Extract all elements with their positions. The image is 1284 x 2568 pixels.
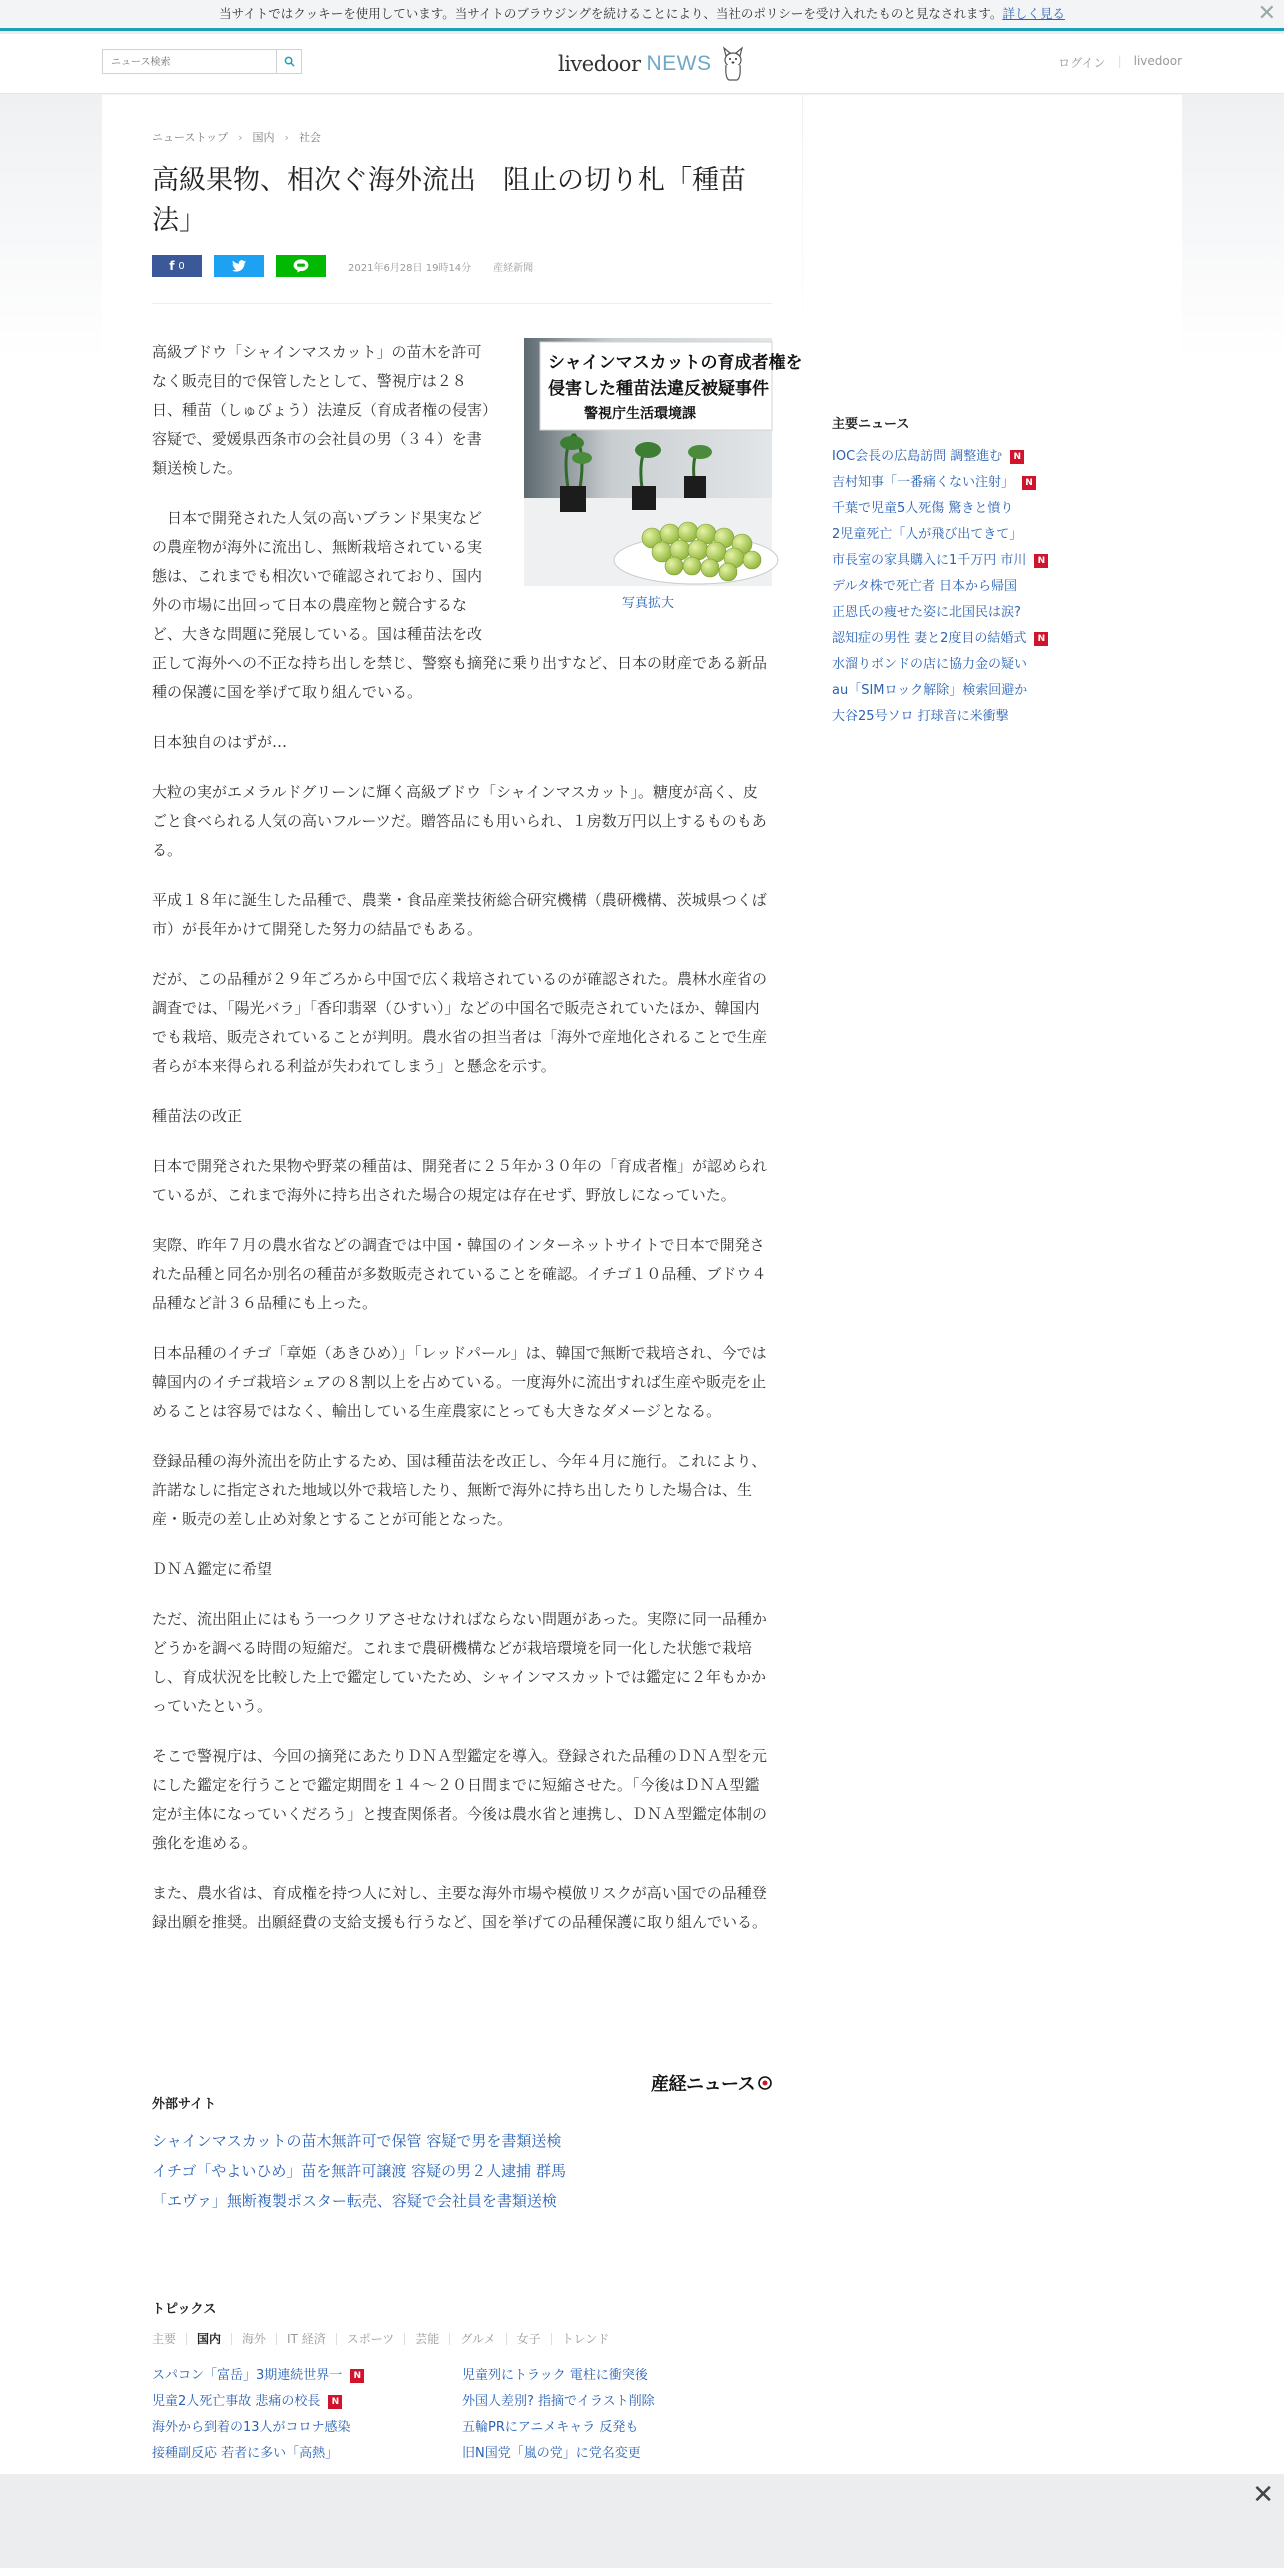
news-label: デルタ株で死亡者 日本から帰国 [832,579,1017,594]
topic-item[interactable] [152,2389,462,2415]
search-button[interactable] [276,50,301,73]
news-label: 2児童死亡「人が飛び出てきて」 [832,527,1023,542]
external-link[interactable]: シャインマスカットの苗木無許可で保管 容疑で男を書類送検 [152,2132,562,2150]
article-paragraph: 平成１８年に誕生した品種で、農業・食品産業技術総合研究機構（農研機構、茨城県つくば市）が長年かけて開発した努力の結晶でもある。 [152,891,767,938]
line-app-icon [293,259,309,273]
breadcrumb-news-top[interactable]: ニューストップ [152,131,229,144]
line-share-button[interactable] [276,255,326,277]
news-label: 水溜りボンドの店に協力金の疑い [832,657,1028,672]
external-sites [152,2093,772,2216]
new-badge: N [1010,450,1024,464]
topic-item[interactable] [462,2389,772,2415]
livedoor-link[interactable]: livedoor [1133,54,1182,68]
article-paragraph: 日本で開発された果物や野菜の種苗は、開発者に２５年か３０年の「育成者権」が認められているが、これまで海外に持ち出された場合の規定は存在せず、野放しになっていた。 [152,1157,768,1204]
breadcrumb-domestic[interactable]: 国内 [252,131,275,144]
article-paragraph: 大粒の実がエメラルドグリーンに輝く高級ブドウ「シャインマスカット」。糖度が高く、皮ごと食べられる人気の高いフルーツだ。贈答品にも用いられ、１房数万円以上するものもある。 [152,783,767,859]
news-label: 正恩氏の痩せた姿に北国民は涙? [832,605,1021,620]
article-body [152,338,803,1958]
article-paragraph: だが、この品種が２９年ごろから中国で広く栽培されているのが確認された。農林水産省の調査では、「陽光バラ」「香印翡翠（ひすい）」などの中国名で販売されていたほか、韓国内でも栽培、販売されていることが判明。農水省の担当者は「海外で産地化されることで生産者らが本来得られる利益が失われてしまう」と懸念を示す。 [152,970,768,1075]
topic-label: 旧N国党「嵐の党」に党名変更 [462,2446,641,2461]
article-source[interactable]: 産経新聞 [493,262,534,274]
logo-brand: livedoor [558,52,641,76]
major-news-item[interactable] [832,444,1162,470]
tab-overseas[interactable]: 海外 [231,2333,276,2345]
dog-mascot-icon [720,46,746,82]
news-label: IOC会長の広島訪問 調整進む [832,449,1003,464]
news-label: 千葉で児童5人死傷 驚きと憤り [832,501,1014,516]
major-news-item[interactable] [832,522,1162,548]
article-paragraph: 登録品種の海外流出を防止するため、国は種苗法を改正し、今年４月に施行。これにより、許諾なしに指定された地域以外で栽培したり、無断で海外に持ち出したりした場合は、生産・販売の差し止め対象とすることが可能となった。 [152,1452,767,1528]
photo-sign-line-1: シャインマスカットの育成者権を [548,353,803,373]
topics-section [152,2298,772,2467]
tab-women[interactable]: 女子 [506,2333,551,2345]
search-input[interactable] [103,51,273,74]
article-paragraph: また、農水省は、育成権を持つ人に対し、主要な海外市場や模倣リスクが高い国での品種登録出願を推奨。出願経費の支給支援も行うなど、国を挙げての品種保護に取り組んでいる。 [152,1884,768,1931]
facebook-share-count: 0 [178,260,185,272]
tab-it-economy[interactable]: IT 経済 [276,2333,336,2345]
article-paragraph: 日本で開発された人気の高いブランド果実などの農産物が海外に流出し、無断栽培されている実態は、これまでも相次いで確認されており、国内外の市場に出回って日本の農産物と競合するなど、大きな問題に発展している。国は種苗法を改正して海外への不正な持ち出しを禁じ、警察も摘発に乗り出すなど、日本の財産である新品種の保護に国を挙げて取り組んでいる。 [152,509,768,701]
major-news-item[interactable] [832,470,1162,496]
login-link[interactable]: ログイン [1058,56,1106,70]
search-box [102,49,302,74]
news-label: au「SIMロック解除」検索回避か [832,683,1028,698]
header-links [1058,54,1182,71]
external-sites-heading: 外部サイト [152,2097,217,2112]
site-logo[interactable] [558,46,746,82]
article-subheading: 日本独自のはずが… [152,733,288,751]
site-header [0,34,1284,94]
facebook-share-button[interactable] [152,255,202,277]
topic-tabs [152,2333,772,2345]
topic-label: 五輪PRにアニメキャラ 反発も [462,2420,639,2435]
chevron-right-icon: › [238,130,243,144]
article-paragraph: 実際、昨年７月の農水省などの調査では中国・韓国のインターネットサイトで日本で開発された品種と同名か別名の種苗が多数販売されていることを確認。イチゴ１０品種、ブドウ４品種など計３６品種にも上った。 [152,1236,767,1312]
chevron-right-icon: › [284,130,289,144]
topic-item[interactable] [152,2441,462,2467]
new-badge: N [1034,632,1048,646]
topic-label: 児童2人死亡事故 悲痛の校長 [152,2394,321,2409]
bottom-ad-bar [0,2474,1284,2568]
major-news-sidebar [832,413,1162,730]
topics-heading: トピックス [152,2302,217,2317]
tab-gourmet[interactable]: グルメ [449,2333,505,2345]
article-paragraph: 日本品種のイチゴ「章姫（あきひめ）」「レッドパール」は、韓国で無断で栽培され、今では韓国内のイチゴ栽培シェアの８割以上を占めている。一度海外に流出すれば生産や販売を止めることは容易ではなく、輸出している生産農家にとっても大きなダメージとなる。 [152,1344,767,1420]
new-badge: N [1022,476,1036,490]
major-news-item[interactable] [832,652,1162,678]
cookie-text: 当サイトではクッキーを使用しています。当サイトのブラウジングを続けることにより、当社のポリシーを受け入れたものと見なされます。 [219,6,1003,21]
major-news-item[interactable] [832,678,1162,704]
topic-item[interactable] [462,2441,772,2467]
major-news-item[interactable] [832,704,1162,730]
topic-label: 外国人差別? 指摘でイラスト削除 [462,2394,655,2409]
breadcrumb-society[interactable]: 社会 [298,131,321,144]
article-subheading: ＤＮＡ鑑定に希望 [152,1560,273,1578]
major-news-item[interactable] [832,548,1162,574]
photo-sign-line-3: 警視庁生活環境課 [584,406,696,422]
cookie-details-link[interactable]: 詳しく見る [1002,6,1065,21]
news-label: 吉村知事「一番痛くない注射」 [832,475,1015,490]
article-paragraph: そこで警視庁は、今回の摘発にあたりＤＮＡ型鑑定を導入。登録された品種のＤＮＡ型を元にした鑑定を行うことで鑑定期間を１４～２０日間までに短縮させた。「今後はＤＮＡ型鑑定が主体になっていくだろう」と捜査関係者。今後は農水省と連携し、ＤＮＡ型鑑定体制の強化を進める。 [152,1747,768,1852]
topic-item[interactable] [462,2415,772,2441]
logo-news: NEWS [646,52,712,75]
article-date: 2021年6月28日 19時14分 [348,262,472,274]
title-divider [152,303,772,304]
new-badge: N [328,2395,342,2409]
tab-domestic[interactable]: 国内 [186,2333,231,2345]
topic-list [152,2363,772,2467]
topic-label: 接種副反応 若者に多い「高熱」 [152,2446,339,2461]
tab-sports[interactable]: スポーツ [336,2333,405,2345]
new-badge: N [350,2369,364,2383]
twitter-share-button[interactable] [214,255,264,277]
topic-label: 児童列にトラック 電柱に衝突後 [462,2368,648,2383]
topic-item[interactable] [462,2363,772,2389]
topic-label: スパコン「富岳」3期連続世界一 [152,2368,343,2383]
twitter-bird-icon [232,260,246,272]
major-news-item[interactable] [832,600,1162,626]
article-photo[interactable] [524,338,803,614]
major-news-item[interactable] [832,496,1162,522]
sankei-mark-icon [758,2076,772,2090]
header-separator: | [1117,54,1122,68]
article-paragraph: 高級ブドウ「シャインマスカット」の苗木を許可なく販売目的で保管したとして、警視庁は２８日、種苗（しゅびょう）法違反（育成者権の侵害）容疑で、愛媛県西条市の会社員の男（３４）を書類送検した。 [152,343,490,477]
close-icon[interactable]: ✕ [1252,2480,1274,2510]
article-paragraph: ただ、流出阻止にはもう一つクリアさせなければならない問題があった。実際に同一品種かどうかを調べる時間の短縮だ。これまで農研機構などが栽培環境を同一化した状態で栽培し、育成状況を比較した上で鑑定していたため、シャインマスカットでは鑑定に２年もかかっていたという。 [152,1610,767,1715]
external-link[interactable]: 「エヴァ」無断複製ポスター転売、容疑で会社員を書類送検 [152,2192,557,2210]
search-icon [284,56,295,67]
new-badge: N [1034,554,1048,568]
share-row [152,255,533,277]
news-label: 認知症の男性 妻と2度目の結婚式 [832,631,1027,646]
facebook-icon: f [169,259,175,273]
tab-trend[interactable]: トレンド [551,2333,620,2345]
grape-photo-image [524,338,803,586]
topic-item[interactable] [152,2415,462,2441]
tab-entertainment[interactable]: 芸能 [404,2333,449,2345]
major-news-item[interactable] [832,626,1162,652]
photo-enlarge-link[interactable]: 写真拡大 [621,596,674,611]
topic-item[interactable] [152,2363,462,2389]
tab-main[interactable]: 主要 [152,2332,177,2346]
major-news-heading: 主要ニュース [832,417,910,432]
major-news-item[interactable] [832,574,1162,600]
external-link[interactable]: イチゴ「やよいひめ」苗を無許可譲渡 容疑の男２人逮捕 群馬 [152,2162,566,2180]
topic-label: 海外から到着の13人がコロナ感染 [152,2420,351,2435]
sankei-logo-text: 産経ニュース [651,2074,756,2095]
main-column [102,95,803,2461]
breadcrumb [152,129,321,145]
cookie-banner [0,0,1284,31]
cookie-close-icon[interactable]: ✕ [1257,1,1276,26]
news-label: 大谷25号ソロ 打球音に米衝撃 [832,709,1009,724]
article-subheading: 種苗法の改正 [152,1107,243,1125]
article-title: 高級果物、相次ぐ海外流出 阻止の切り札「種苗法」 [152,165,746,236]
news-label: 市長室の家具購入に1千万円 市川 [832,553,1027,568]
photo-sign-line-2: 侵害した種苗法違反被疑事件 [548,379,769,399]
